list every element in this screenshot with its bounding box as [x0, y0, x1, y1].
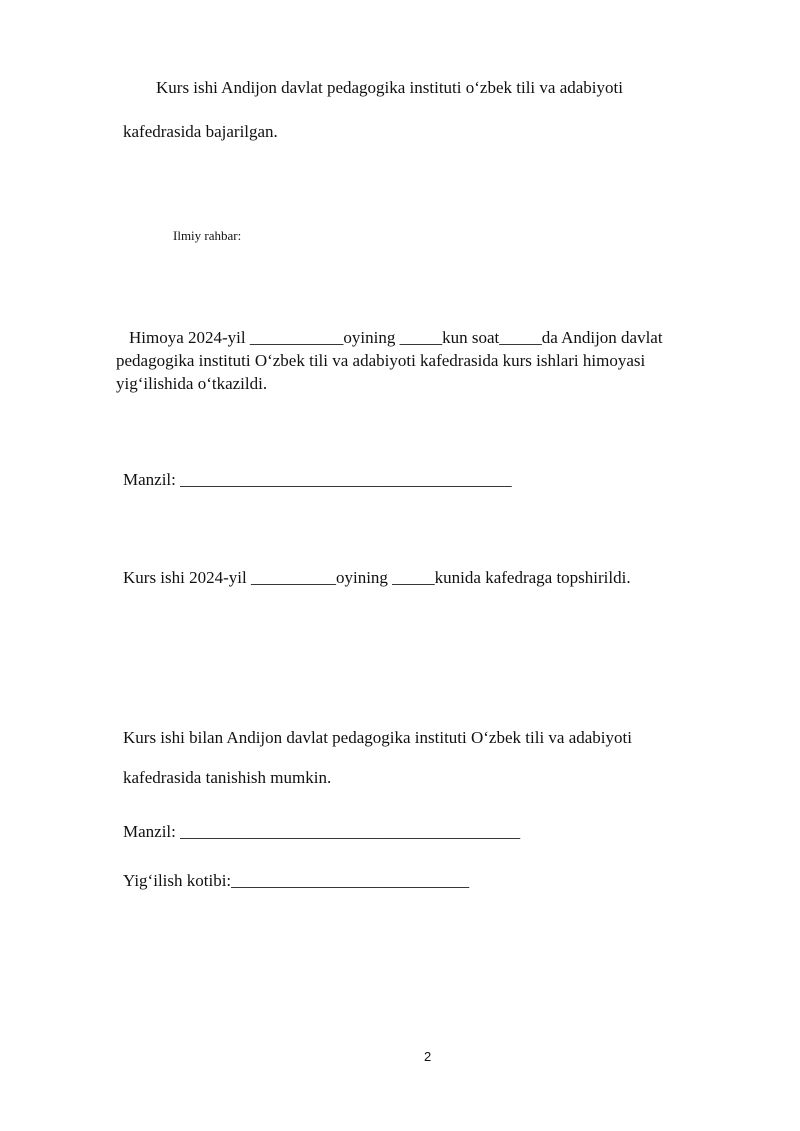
page-number: 2 — [424, 1049, 432, 1064]
intro-line-1: Kurs ishi Andijon davlat pedagogika instituti o‘zbek tili va adabiyoti — [156, 78, 623, 97]
defense-line-3: yig‘ilishida o‘tkazildi. — [116, 374, 268, 393]
submission-line: Kurs ishi 2024-yil __________oyining _____kunida kafedraga topshirildi. — [123, 568, 631, 587]
address-field-2: Manzil: ________________________________________ — [123, 822, 521, 841]
defense-line-2: pedagogika instituti O‘zbek tili va adabiyoti kafedrasida kurs ishlari himoyasi — [116, 351, 646, 370]
intro-line-2: kafedrasida bajarilgan. — [123, 122, 278, 141]
access-line-2: kafedrasida tanishish mumkin. — [123, 768, 332, 787]
access-line-1: Kurs ishi bilan Andijon davlat pedagogika instituti O‘zbek tili va adabiyoti — [123, 728, 632, 747]
supervisor-label: Ilmiy rahbar: — [173, 228, 242, 243]
address-field-1: Manzil: _______________________________________ — [123, 470, 512, 489]
secretary-field: Yig‘ilish kotibi:____________________________ — [123, 871, 470, 890]
defense-line-1: Himoya 2024-yil ___________oyining _____kun soat_____da Andijon davlat — [129, 328, 663, 347]
